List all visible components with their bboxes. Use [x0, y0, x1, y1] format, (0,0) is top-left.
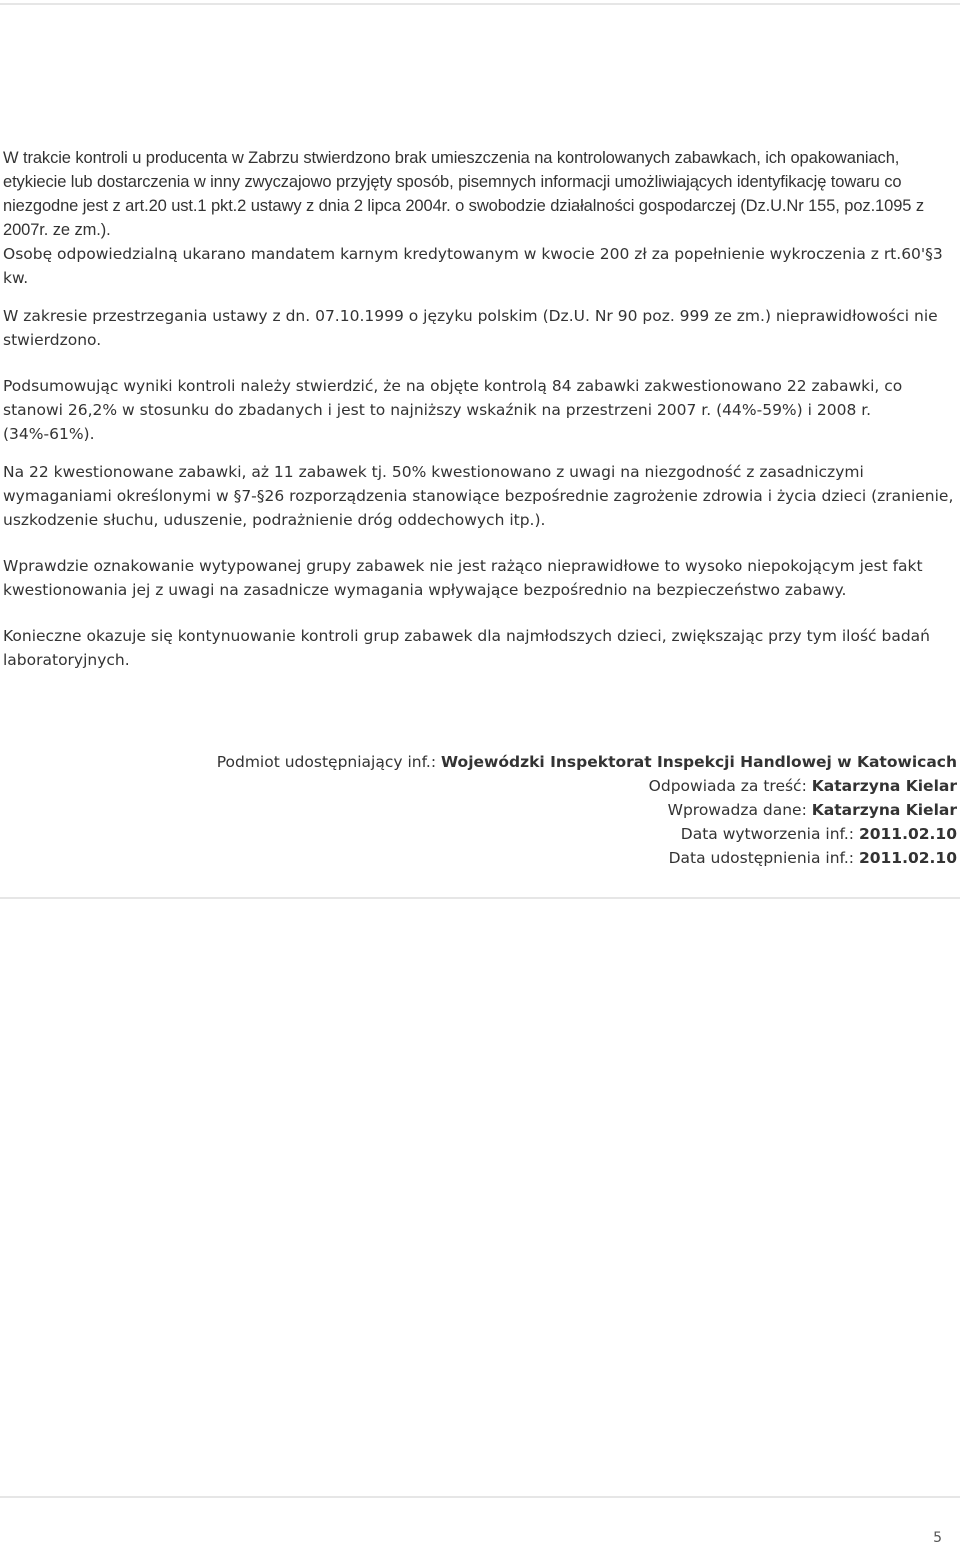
paragraph-conclusion: Konieczne okazuje się kontynuowanie kontroli grup zabawek dla najmłodszych dzieci, zwiększając przy tym ilość badań laboratoryjnych.	[3, 627, 930, 669]
meta-published-value: 2011.02.10	[858, 849, 957, 867]
top-divider	[0, 3, 960, 5]
meta-entered-value: Katarzyna Kielar	[811, 801, 957, 819]
paragraph-labelling: Wprawdzie oznakowanie wytypowanej grupy zabawek nie jest rażąco nieprawidłowe to wysoko niepokojącym jest fakt kwestionowania jej z uwagi na zasadnicze wymagania wpływające bezpośrednio na bezpieczeństwo zabawy.	[3, 557, 923, 599]
meta-published	[217, 846, 957, 870]
meta-publisher	[217, 750, 957, 774]
paragraph-questioned-toys: Na 22 kwestionowane zabawki, aż 11 zabawek tj. 50% kwestionowano z uwagi na niezgodność z zasadniczymi wymaganiami określonymi w §7-§26 rozporządzenia stanowiące bezpośrednie zagrożenie zdrowia i życia dzieci (zranienie, uszkodzenie słuchu, uduszenie, podrażnienie dróg oddechowych itp.).	[3, 463, 954, 529]
meta-responsible	[217, 774, 957, 798]
paragraph-fine: Osobę odpowiedzialną ukarano mandatem karnym kredytowanym w kwocie 200 zł za popełnienie wykroczenia z rt.60'§3 kw.	[3, 245, 943, 287]
meta-created-label: Data wytworzenia inf.:	[680, 825, 859, 843]
document-body	[3, 146, 958, 672]
meta-responsible-value: Katarzyna Kielar	[811, 777, 957, 795]
document-metadata	[217, 750, 957, 870]
section-divider	[0, 897, 960, 899]
meta-publisher-label: Podmiot udostępniający inf.:	[216, 753, 441, 771]
meta-responsible-label: Odpowiada za treść:	[648, 777, 812, 795]
meta-entered-label: Wprowadza dane:	[667, 801, 812, 819]
paragraph-violation-info: W trakcie kontroli u producenta w Zabrzu stwierdzono brak umieszczenia na kontrolowanych zabawkach, ich opakowaniach, etykiecie lub dostarczenia w inny zwyczajowo przyjęty sposób, pisemnych informacji umożliwiających identyfikację towaru co niezgodne jest z art.20 ust.1 pkt.2 ustawy z dnia 2 lipca 2004r. o swobodzie działalności gospodarczej (Dz.U.Nr 155, poz.1095 z 2007r. ze zm.).	[3, 149, 924, 239]
meta-publisher-value: Wojewódzki Inspektorat Inspekcji Handlowej w Katowicach	[441, 753, 957, 771]
meta-published-label: Data udostępnienia inf.:	[668, 849, 859, 867]
paragraph-polish-language: W zakresie przestrzegania ustawy z dn. 07.10.1999 o języku polskim (Dz.U. Nr 90 poz. 999 ze zm.) nieprawidłowości nie stwierdzono.	[3, 307, 938, 349]
meta-entered	[217, 798, 957, 822]
meta-created-value: 2011.02.10	[858, 825, 957, 843]
footer-divider	[0, 1496, 960, 1498]
paragraph-summary: Podsumowując wyniki kontroli należy stwierdzić, że na objęte kontrolą 84 zabawki zakwestionowano 22 zabawki, co stanowi 26,2% w stosunku do zbadanych i jest to najniższy wskaźnik na przestrzeni 2007 r. (44%-59%) i 2008 r. (34%-61%).	[3, 377, 903, 443]
meta-created	[217, 822, 957, 846]
page-number: 5	[933, 1530, 942, 1546]
